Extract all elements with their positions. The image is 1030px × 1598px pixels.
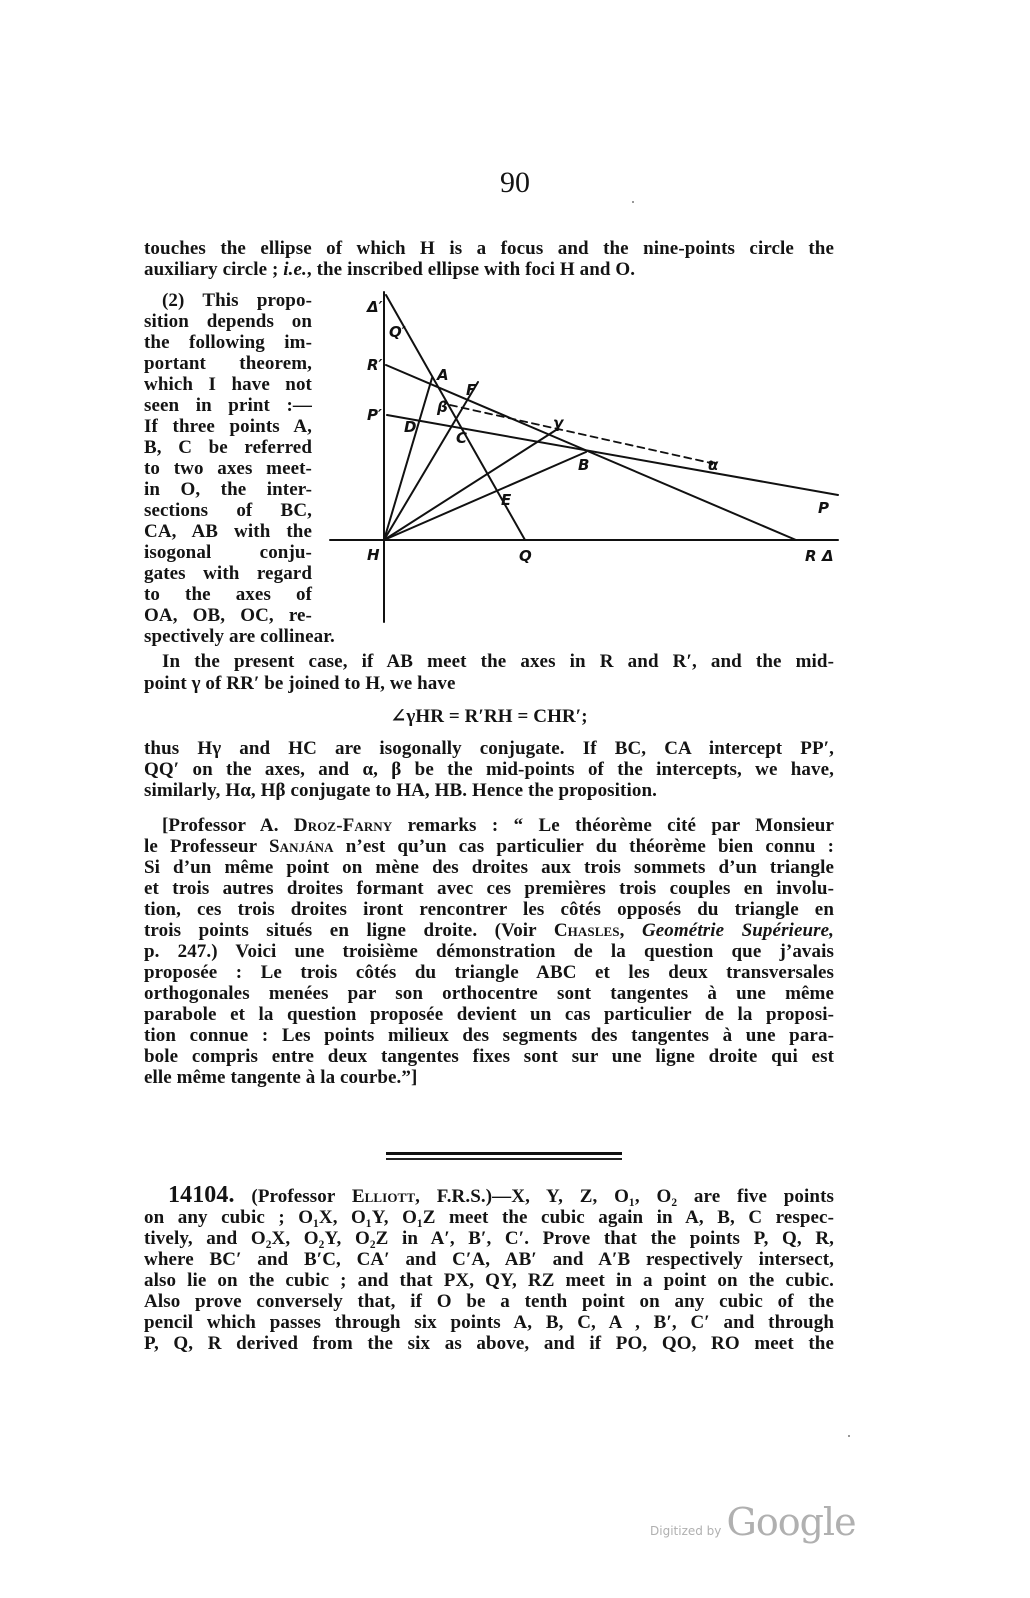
geometry-figure <box>0 0 1030 700</box>
question-line-5: also lie on the cubic ; and that PX, QY, RZ meet in a point on the cubic. <box>144 1270 834 1291</box>
proof-line-2: point γ of RR′ be joined to H, we have <box>144 673 456 694</box>
theorem-line: the following im- <box>144 332 312 353</box>
label-p-prime: P′ <box>367 406 382 424</box>
intro-text-end: , the inscribed ellipse with foci H and O. <box>306 259 636 280</box>
remark-line-3: Si d’un même point on mène des droites aux trois sommets d’un triangle <box>144 857 834 878</box>
intro-ie: i.e. <box>283 259 307 280</box>
theorem-line: (2) This propo- <box>162 290 312 311</box>
theorem-line: spectively are collinear. <box>144 626 335 647</box>
label-e: E <box>501 491 512 509</box>
remark-line-8: proposée : Le trois côtés du triangle ABC et les deux transversales <box>144 962 834 983</box>
line-hd <box>384 378 432 540</box>
theorem-line: sition depends on <box>144 311 312 332</box>
line-hgamma <box>384 430 556 540</box>
remark-line-11: tion connue : Les points milieux des segments des tangentes à une para- <box>144 1025 834 1046</box>
label-d: D <box>404 418 417 436</box>
label-gamma: γ <box>553 414 564 432</box>
theorem-line: to the axes of <box>144 584 312 605</box>
question-line-2: on any cubic ; O₁X, O₁Y, O₁Z meet the cubic again in A, B, C respec- <box>144 1207 834 1228</box>
proof-after-1: thus Hγ and HC are isogonally conjugate. If BC, CA intercept PP′, <box>144 738 834 759</box>
remark-text: trois points situés en ligne droite. (Voir <box>144 920 554 941</box>
label-beta: β <box>437 398 448 416</box>
remark-text: , <box>619 920 642 941</box>
remark-name-chasles: Chasles <box>553 920 620 941</box>
theorem-line: OA, OB, OC, re- <box>144 605 312 626</box>
remark-line-6 <box>144 920 834 941</box>
theorem-line: portant theorem, <box>144 353 312 374</box>
question-text: (Professor <box>234 1186 352 1207</box>
remark-line-13: elle même tangente à la courbe.”] <box>144 1067 418 1088</box>
watermark-prefix: Digitized by <box>650 1524 722 1538</box>
remark-text: remarks : “ Le théorème cité par Monsieur <box>392 815 834 836</box>
theorem-line: isogonal conju- <box>144 542 312 563</box>
theorem-line: to two axes meet- <box>144 458 312 479</box>
remark-line-9: orthogonales menées par son orthocentre sont tangentes à une même <box>144 983 834 1004</box>
label-delta-prime: Δ′ <box>367 298 383 316</box>
label-r: R <box>805 547 817 565</box>
theorem-line: in O, the inter- <box>144 479 312 500</box>
speck <box>848 1435 850 1437</box>
remark-line-2 <box>144 836 834 857</box>
line-ab <box>386 365 796 540</box>
separator-rule-top <box>386 1152 622 1155</box>
proof-equation: ∠γHR = R′RH = CHR′; <box>390 706 588 727</box>
label-delta: Δ <box>822 547 834 565</box>
theorem-line: seen in print :— <box>144 395 312 416</box>
line-hb <box>384 452 586 540</box>
separator-rule-bottom <box>386 1158 622 1160</box>
remark-text: n’est qu’un cas particulier du théorème bien connu : <box>333 836 834 857</box>
google-logo: Google <box>726 1500 856 1544</box>
google-watermark <box>650 1500 856 1544</box>
question-line-7: pencil which passes through six points A, B, C, A , B′, C′ and through <box>144 1312 834 1333</box>
theorem-line: sections of BC, <box>144 500 312 521</box>
question-text: , F.R.S.)—X, Y, Z, O₁, O₂ are five points <box>415 1186 834 1207</box>
question-line-1 <box>144 1182 834 1208</box>
page-number: 90 <box>500 166 530 199</box>
remark-open: [Professor A. <box>162 815 294 836</box>
question-line-4: where BC′ and B′C, CA′ and C′A, AB′ and A′B respectively intersect, <box>144 1249 834 1270</box>
remark-name-sanjana: Sanjána <box>268 836 334 857</box>
theorem-line: gates with regard <box>144 563 312 584</box>
remark-line-4: et trois autres droites formant avec ces premières trois couples en involu- <box>144 878 834 899</box>
theorem-line: which I have not <box>144 374 312 395</box>
theorem-line: B, C be referred <box>144 437 312 458</box>
remark-author: Droz-Farny <box>293 815 393 836</box>
remark-line-5: tion, ces trois droites iront rencontrer les côtés opposés du triangle en <box>144 899 834 920</box>
question-author: Elliott <box>351 1186 416 1207</box>
label-c: C <box>456 429 468 447</box>
remark-line-12: bole compris entre deux tangentes fixes sont sur une ligne droite qui est <box>144 1046 834 1067</box>
label-r-prime: R′ <box>367 356 383 374</box>
proof-line-1: In the present case, if AB meet the axes in R and R′, and the mid- <box>162 651 834 672</box>
label-p: P <box>818 499 829 517</box>
remark-text: le Professeur <box>144 836 269 857</box>
remark-line-10: parabole et la question proposée devient un cas particulier de la proposi- <box>144 1004 834 1025</box>
remark-line-7: p. 247.) Voici une troisième démonstration de la question que j’avais <box>144 941 834 962</box>
label-b: B <box>578 456 590 474</box>
question-line-3: tively, and O₂X, O₂Y, O₂Z in A′, B′, C′. Prove that the points P, Q, R, <box>144 1228 834 1249</box>
line-hf <box>384 382 478 540</box>
intro-text: auxiliary circle ; <box>144 259 284 280</box>
remark-line-1 <box>144 815 834 836</box>
question-number: 14104. <box>168 1182 235 1208</box>
question-line-8: P, Q, R derived from the six as above, and if PO, QO, RO meet the <box>144 1333 834 1354</box>
line-bc <box>387 415 838 495</box>
label-q: Q <box>519 547 532 565</box>
question-line-6: Also prove conversely that, if O be a tenth point on any cubic of the <box>144 1291 834 1312</box>
label-q-prime: Q′ <box>389 323 406 341</box>
remark-book-title: Geométrie Supérieure, <box>641 920 835 941</box>
proof-after-3: similarly, Hα, Hβ conjugate to HA, HB. Hence the proposition. <box>144 780 657 801</box>
label-a: A <box>437 366 449 384</box>
label-f: F <box>466 381 477 399</box>
label-h: H <box>367 546 380 564</box>
proof-after-2: QQ′ on the axes, and α, β be the mid-points of the intercepts, we have, <box>144 759 834 780</box>
label-alpha: α <box>708 456 719 474</box>
theorem-line: CA, AB with the <box>144 521 312 542</box>
theorem-line: If three points A, <box>144 416 312 437</box>
intro-line-1: touches the ellipse of which H is a focus and the nine-points circle the <box>144 238 834 259</box>
